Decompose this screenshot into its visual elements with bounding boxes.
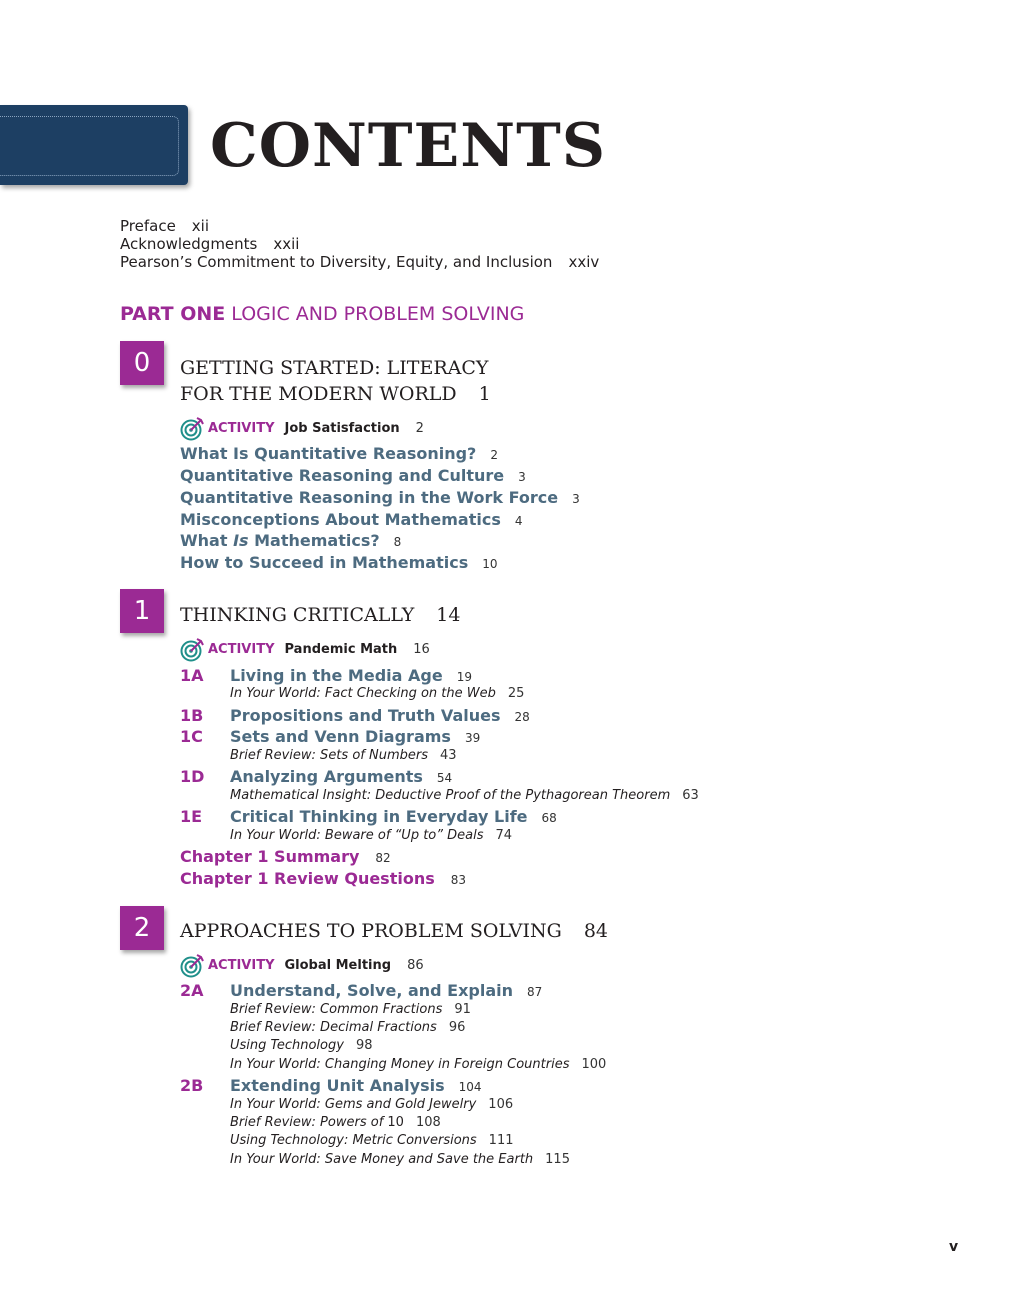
toc-feature[interactable]: In Your World: Save Money and Save the Earth 115 (230, 1152, 570, 1167)
toc-feature[interactable]: Using Technology 98 (230, 1038, 373, 1053)
toc-feature[interactable]: Brief Review: Common Fractions 91 (230, 1002, 471, 1017)
toc-feature[interactable]: Brief Review: Sets of Numbers 43 (230, 748, 457, 763)
toc-section[interactable]: Sets and Venn Diagrams 39 (230, 727, 481, 746)
page-folio: v (949, 1239, 959, 1255)
section-code: 2A (180, 981, 204, 1000)
toc-feature[interactable]: Mathematical Insight: Deductive Proof of the Pythagorean Theorem 63 (230, 788, 699, 803)
section-code: 1E (180, 807, 203, 826)
toc-section[interactable]: How to Succeed in Mathematics 10 (180, 553, 498, 572)
toc-section[interactable]: What Is Mathematics? 8 (180, 531, 402, 550)
toc-feature[interactable]: In Your World: Fact Checking on the Web 25 (230, 686, 525, 701)
part-heading: PART ONE LOGIC AND PROBLEM SOLVING (120, 303, 525, 325)
toc-section[interactable]: Analyzing Arguments 54 (230, 767, 453, 786)
chapter-number-badge: 1 (120, 589, 164, 633)
section-code: 1B (180, 706, 204, 725)
toc-section[interactable]: Quantitative Reasoning in the Work Force 3 (180, 488, 580, 507)
toc-section[interactable]: Critical Thinking in Everyday Life 68 (230, 807, 557, 826)
section-code: 1C (180, 727, 203, 746)
toc-feature[interactable]: In Your World: Gems and Gold Jewelry 106 (230, 1097, 514, 1112)
toc-entry-preface[interactable]: Preface xii (120, 217, 210, 235)
target-arrow-icon (180, 417, 204, 441)
toc-section[interactable]: What Is Quantitative Reasoning? 2 (180, 444, 498, 463)
activity-entry[interactable]: ACTIVITY Global Melting 86 (180, 953, 424, 979)
toc-section[interactable]: Extending Unit Analysis 104 (230, 1076, 482, 1095)
toc-entry-diversity[interactable]: Pearson’s Commitment to Diversity, Equity, and Inclusion xxiv (120, 253, 600, 271)
toc-feature[interactable]: Using Technology: Metric Conversions 111 (230, 1133, 514, 1148)
section-code: 1D (180, 767, 205, 786)
toc-feature[interactable]: In Your World: Beware of “Up to” Deals 74 (230, 828, 513, 843)
toc-feature[interactable]: In Your World: Changing Money in Foreign Countries 100 (230, 1057, 607, 1072)
chapter-summary-link[interactable]: Chapter 1 Summary 82 (180, 847, 391, 866)
target-arrow-icon (180, 638, 204, 662)
activity-entry[interactable]: ACTIVITY Job Satisfaction 2 (180, 416, 424, 442)
chapter-title[interactable]: GETTING STARTED: LITERACY FOR THE MODERN WORLD 1 (180, 357, 491, 405)
toc-section[interactable]: Propositions and Truth Values 28 (230, 706, 530, 725)
section-code: 1A (180, 666, 204, 685)
chapter-banner (0, 105, 188, 185)
chapter-review-link[interactable]: Chapter 1 Review Questions 83 (180, 869, 467, 888)
toc-feature[interactable]: Brief Review: Decimal Fractions 96 (230, 1020, 466, 1035)
toc-section[interactable]: Understand, Solve, and Explain 87 (230, 981, 543, 1000)
toc-section[interactable]: Quantitative Reasoning and Culture 3 (180, 466, 526, 485)
activity-entry[interactable]: ACTIVITY Pandemic Math 16 (180, 637, 430, 663)
chapter-title[interactable]: THINKING CRITICALLY 14 (180, 604, 461, 626)
toc-section[interactable]: Living in the Media Age 19 (230, 666, 472, 685)
toc-feature[interactable]: Brief Review: Powers of 10 108 (230, 1115, 441, 1130)
toc-entry-acknowledgments[interactable]: Acknowledgments xxii (120, 235, 300, 253)
toc-section[interactable]: Misconceptions About Mathematics 4 (180, 510, 523, 529)
chapter-title[interactable]: APPROACHES TO PROBLEM SOLVING 84 (180, 920, 608, 942)
section-code: 2B (180, 1076, 204, 1095)
chapter-number-badge: 0 (120, 341, 164, 385)
page-title: CONTENTS (210, 111, 607, 181)
chapter-number-badge: 2 (120, 906, 164, 950)
target-arrow-icon (180, 954, 204, 978)
